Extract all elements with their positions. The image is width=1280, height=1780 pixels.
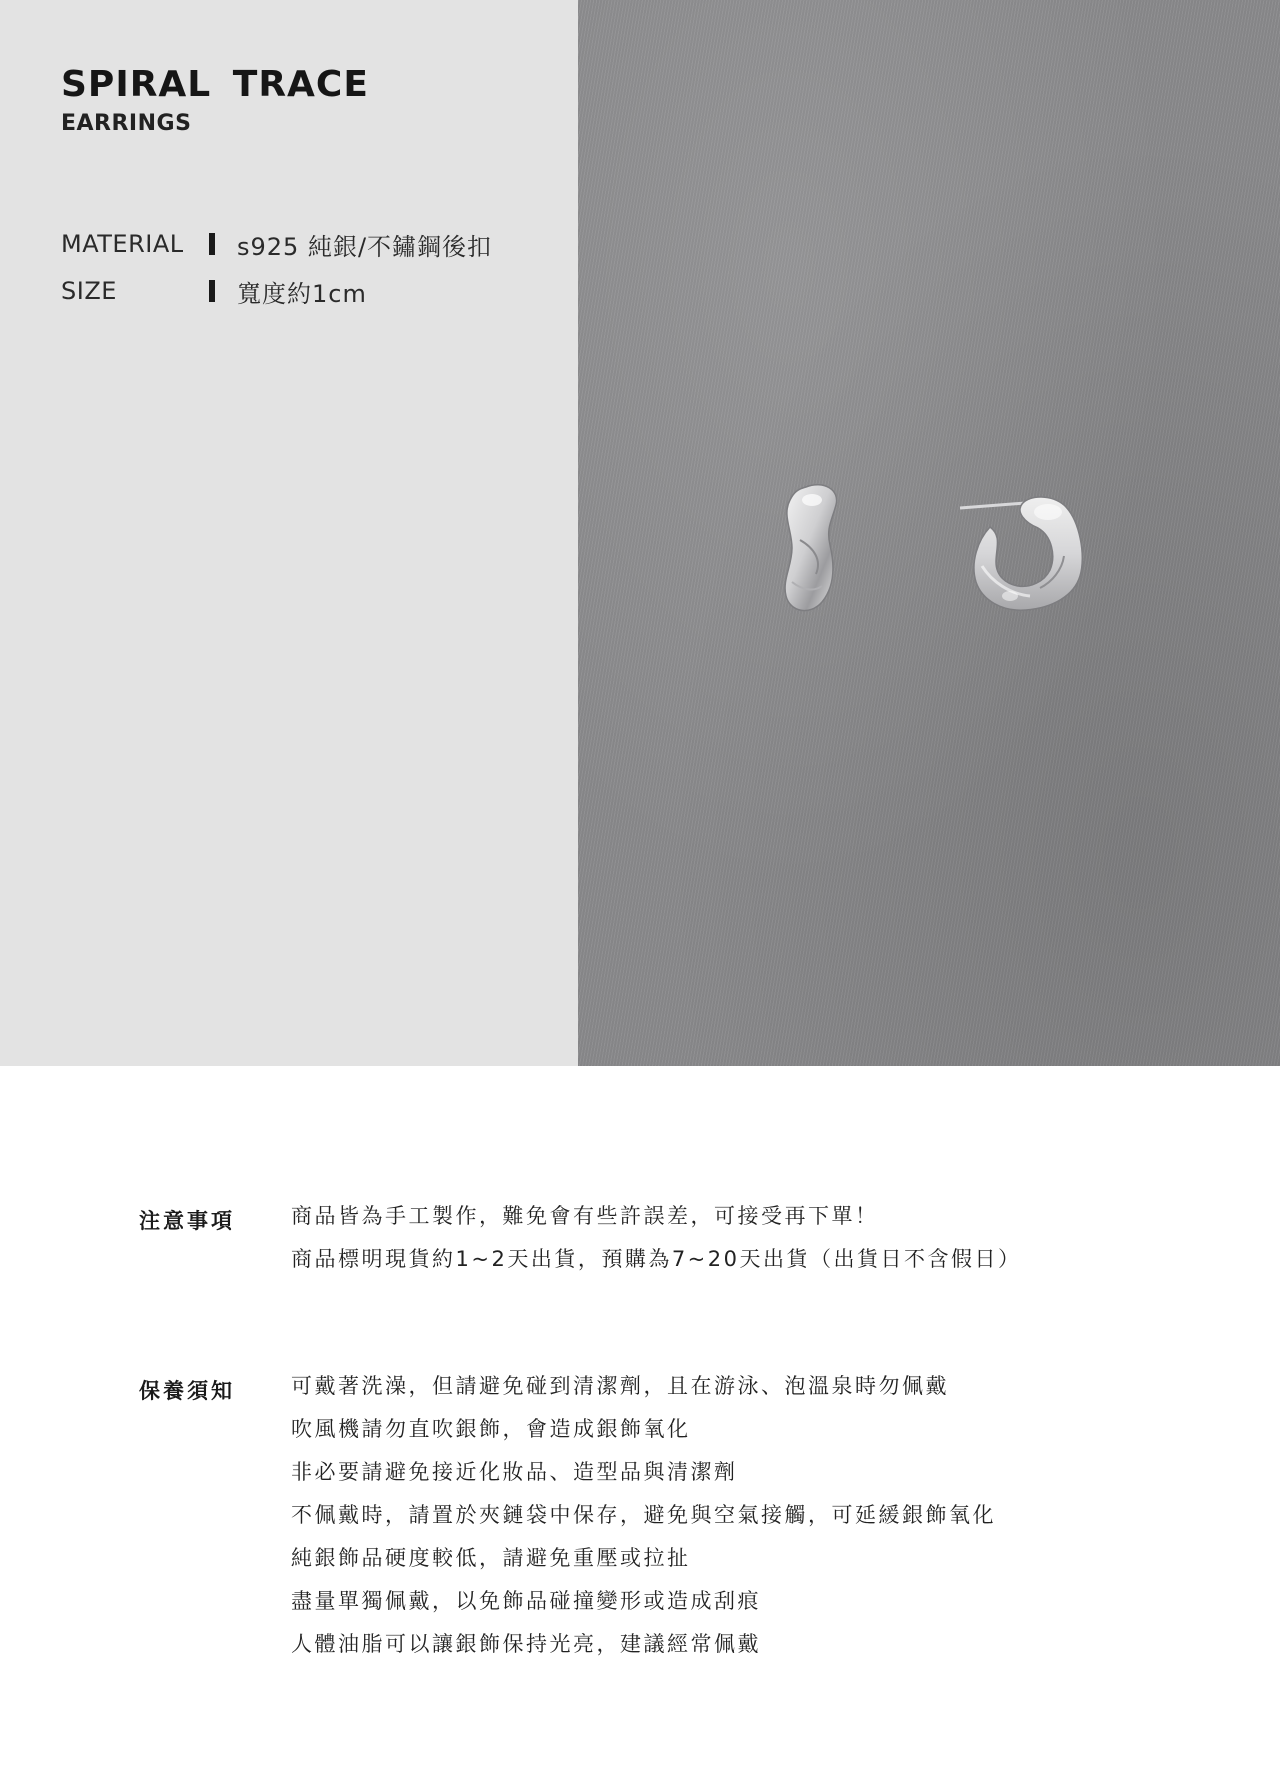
notice-line: 商品標明現貨約1~2天出貨，預購為7~20天出貨（出貨日不含假日） — [291, 1247, 1022, 1271]
spec-divider — [209, 280, 215, 302]
spec-row-size — [61, 271, 367, 311]
earring-side-view — [785, 485, 837, 611]
care-line: 可戴著洗澡，但請避免碰到清潔劑，且在游泳、泡溫泉時勿佩戴 — [291, 1374, 949, 1398]
product-subtitle: EARRINGS — [61, 111, 192, 136]
earrings-illustration — [578, 0, 1280, 1066]
spec-row-material — [61, 224, 492, 264]
product-photo — [578, 0, 1280, 1066]
care-line: 非必要請避免接近化妝品、造型品與清潔劑 — [291, 1460, 738, 1484]
notice-line: 商品皆為手工製作，難免會有些許誤差，可接受再下單！ — [291, 1204, 879, 1228]
care-line: 不佩戴時，請置於夾鏈袋中保存，避免與空氣接觸，可延緩銀飾氧化 — [291, 1503, 996, 1527]
spec-value: 寬度約1cm — [237, 279, 367, 308]
care-line: 純銀飾品硬度較低，請避免重壓或拉扯 — [291, 1546, 691, 1570]
product-title: SPIRAL TRACE — [61, 64, 369, 105]
care-line: 盡量單獨佩戴，以免飾品碰撞變形或造成刮痕 — [291, 1589, 761, 1613]
notice-list — [291, 1205, 1022, 1291]
earring-front-view — [960, 497, 1082, 610]
care-line: 吹風機請勿直吹銀飾，會造成銀飾氧化 — [291, 1417, 691, 1441]
care-line: 人體油脂可以讓銀飾保持光亮，建議經常佩戴 — [291, 1632, 761, 1656]
product-info-panel — [0, 0, 578, 1066]
care-list — [291, 1375, 996, 1676]
notice-heading: 注意事項 — [139, 1209, 235, 1233]
spec-value: s925 純銀/不鏽鋼後扣 — [237, 232, 493, 261]
spec-divider — [209, 233, 215, 255]
spec-label: MATERIAL — [61, 230, 184, 258]
spec-label: SIZE — [61, 277, 117, 305]
care-heading: 保養須知 — [139, 1379, 235, 1403]
